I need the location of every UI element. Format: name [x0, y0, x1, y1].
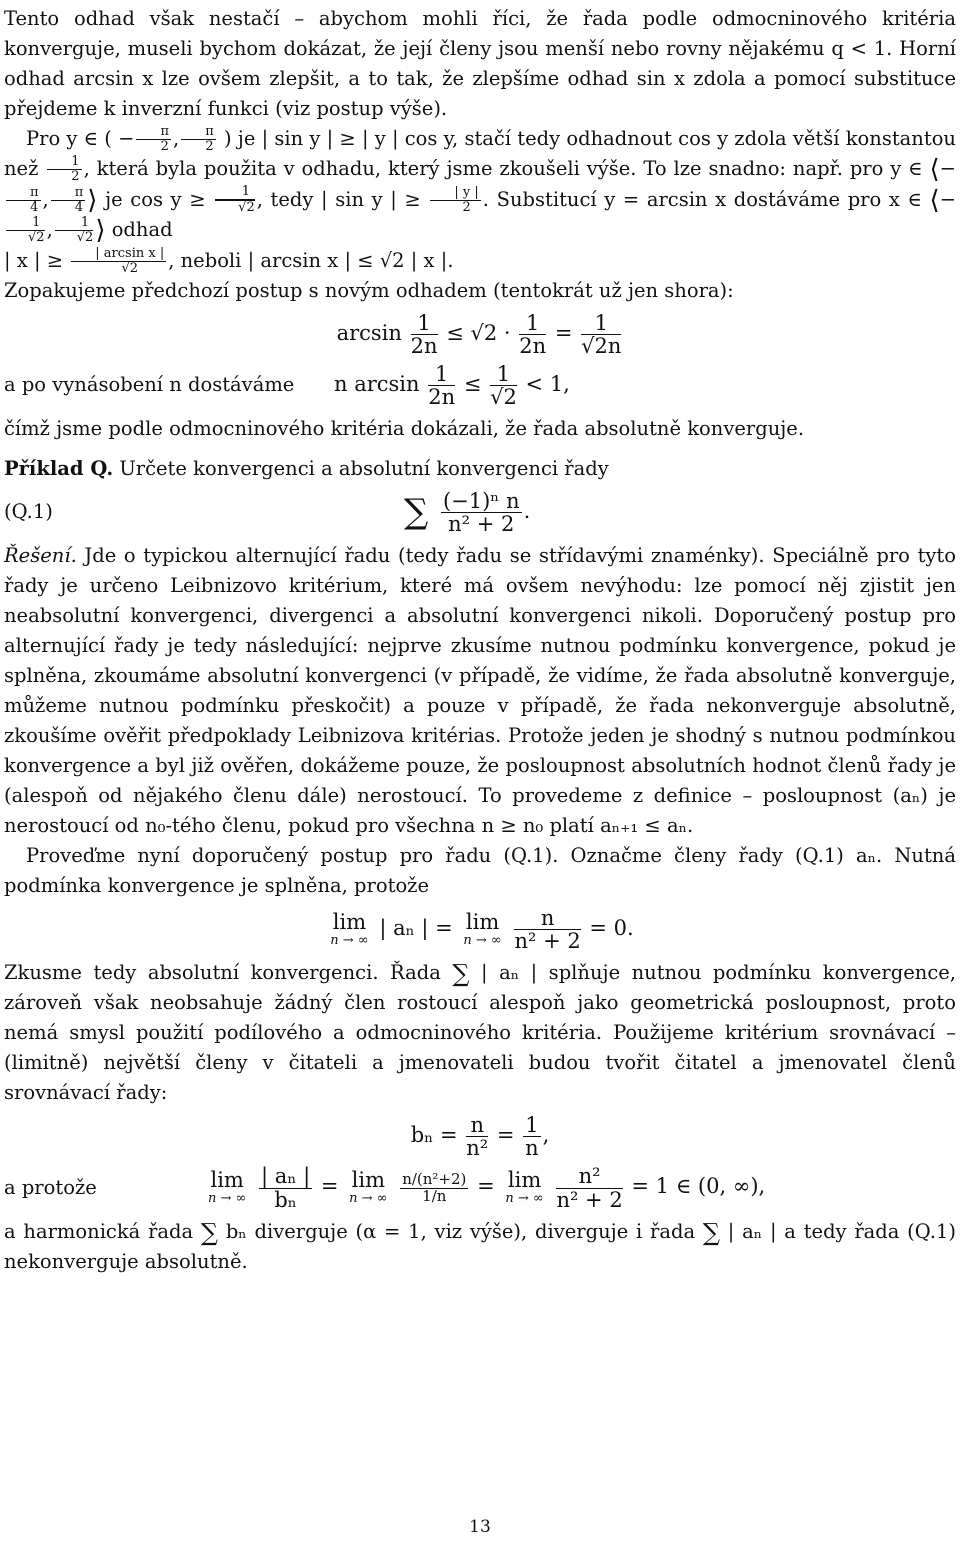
page-number: 13	[469, 1517, 491, 1537]
solution-title: Řešení.	[4, 543, 77, 567]
equation-necessary-condition: lim n → ∞ | aₙ | = lim n → ∞ $\frac{n}{\text{n² + 2}}$ = 0.	[330, 905, 634, 953]
equation-label: (Q.1)	[4, 500, 53, 524]
equation-limit-comparison: a protože lim n → ∞ $\frac{\text{| aₙ |}}{\text{bₙ}}$ = lim n → ∞ $\frac{\text{n/(n²+2)}}{1/n}$ = lim n → ∞ $\frac{\text{n²}}{\text{n² + 2}}$ = 1 ∈ (0, ∞),	[4, 1164, 766, 1212]
example-title: Příklad Q.	[4, 456, 114, 480]
equation-arcsin-bound: arcsin $\frac{1}{2n}$ ≤ √2 · $\frac{1}{2n}$ = $\frac{1}{√2n}$	[336, 310, 622, 358]
paragraph-6: Proveďme nyní doporučený postup pro řadu (Q.1). Označme členy řady (Q.1) aₙ. Nutná podmínka konvergence je splněna, protože	[4, 843, 956, 897]
equation-n-arcsin: a po vynásobení n dostáváme n arcsin $\frac{1}{2n}$ ≤ $\frac{1}{√2}$ < 1,	[4, 361, 570, 409]
paragraph-5: čímž jsme podle odmocninového kritéria dokázali, že řada absolutně konverguje.	[4, 416, 805, 440]
equation-bn: bₙ = $\frac{n}{\text{n²}}$ = $\frac{1}{n}$ ,	[410, 1113, 550, 1161]
paragraph-7: Zkusme tedy absolutní konvergenci. Řada ∑ | aₙ | splňuje nutnou podmínku konvergence, zároveň však neobsahuje žádný člen rostoucí alespoň jako geometrická posloupnost, proto nemá smysl použití podílového a odmocninového kritéria. Použijeme kritérium srovnávací – (limitně) největší členy v čitateli a jmenovateli budou tvořit čitatel a jmenovatel členů srovnávací řady:	[4, 959, 956, 1105]
document-page	[4, 4, 956, 1277]
paragraph-9: a harmonická řada ∑ bₙ diverguje (α = 1, viz výše), diverguje i řada ∑ | aₙ | a tedy řada (Q.1) nekonverguje absolutně.	[4, 1218, 957, 1274]
solution: Řešení. Jde o typickou alternující řadu (tedy řadu se střídavými znaménky). Speciálně pro tyto řady je určeno Leibnizovo kritérium, které má ovšem nevýhodu: lze pomocí něj zjistit jen neabsolutní konvergenci, divergenci a absolutní konvergenci nikoli. Doporučený postup pro alternující řady je tedy následující: nejprve zkusíme nutnou podmínku konvergence, pokud je splněna, zkoumáme absolutní konvergenci (v případě, že vidíme, že řada absolutně konverguje, můžeme nutnou podmínku přeskočit) a pouze v případě, že řada nekonverguje absolutně, zkoušíme ověřit předpoklady Leibnizova kritérias. Protože jeden je shodný s nutnou podmínkou konvergence a byl již ověřen, dokážeme pouze, že posloupnost absolutních hodnot členů řady je (alespoň od nějakého členu dále) nerostoucí. To provedeme z definice – posloupnost (aₙ) je nerostoucí od n₀-tého členu, pokud pro všechna n ≥ n₀ platí aₙ₊₁ ≤ aₙ.	[4, 543, 956, 837]
paragraph-3: Zopakujeme předchozí postup s novým odhadem (tentokrát už jen shora):	[4, 278, 734, 302]
equation-q1: (Q.1) ∑ $\frac{\text{(−1)ⁿ n}}{\text{n² + 2}}$ .	[4, 488, 531, 536]
paragraph-1: Tento odhad však nestačí – abychom mohli říci, že řada podle odmocninového kritéria konverguje, museli bychom dokázat, že její členy jsou menší nebo rovny nějakému q < 1. Horní odhad arcsin x lze ovšem zlepšit, a to tak, že zlepšíme odhad sin x zdola a pomocí substituce přejdeme k inverzní funkci (viz postup výše).	[4, 7, 956, 120]
example-q: Příklad Q. Určete konvergenci a absolutní konvergenci řady	[4, 456, 609, 480]
paragraph-2: Pro y ∈ ( − $\frac{\pi}{2}$ , $\frac{\pi}{2}$ ) je | sin y | ≥ | y | cos y, stačí tedy odhadnout cos y zdola větší konstantou než $\frac{1}{2}$ , která byla použita v odhadu, který jsme zkoušeli výše. To lze snadno: např. pro y ∈ ⟨− $\frac{\pi}{4}$ , $\frac{\pi}{4}$ ⟩ je cos y ≥ $\frac{1}{√2}$ , tedy | sin y | ≥ $\frac{| y |}{2}$ . Substitucí y = arcsin x dostáváme pro x ∈ ⟨− $\frac{1}{√2}$ , $\frac{1}{√2}$ ⟩ odhad | x | ≥ $\frac{\text{| arcsin x |}}{√2}$ , neboli | arcsin x | ≤ √2 | x |.	[4, 124, 957, 276]
